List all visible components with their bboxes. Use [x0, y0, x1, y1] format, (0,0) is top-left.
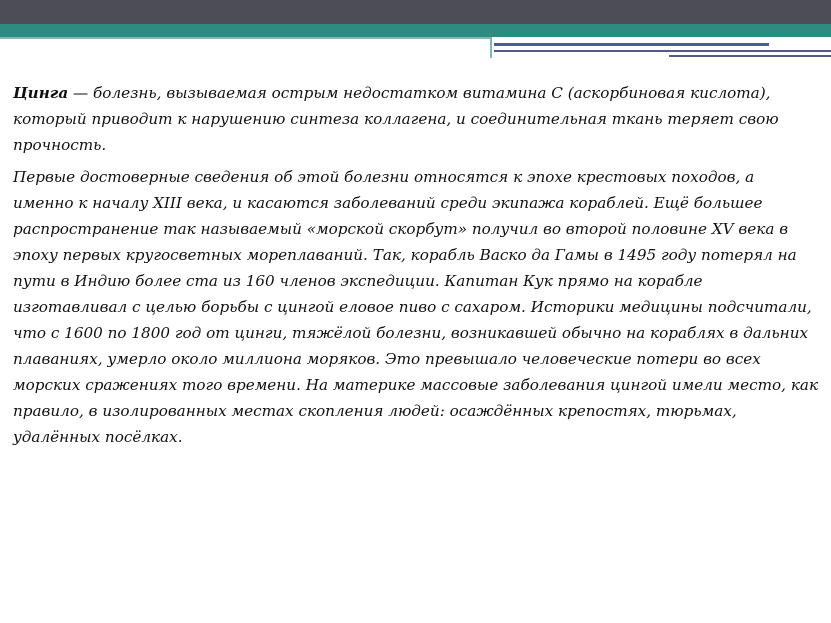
decoration-line-2: [494, 50, 831, 52]
header-dark-band: [0, 0, 831, 24]
history-paragraph: Первые достоверные сведения об этой болезни относятся к эпохе крестовых походов, а именно к началу XIII века, и касаются заболеваний среди экипажа кораблей. Ещё большее распространение так называемый «морской скорбут» получил во второй половине XV века в эпоху первых кругосветных мореплаваний. Так, корабль Васко да Гамы в 1495 году потерял на пути в Индию более ста из 160 членов экспедиции. Капитан Кук прямо на корабле изготавливал с целью борьбы с цингой еловое пиво с сахаром. Историки медицины подсчитали, что с 1600 по 1800 год от цинги, тяжёлой болезни, возникавшей обычно на кораблях в дальних плаваниях, умерло около миллиона моряков. Это превышало человеческие потери во всех морских сражениях того времени. На материке массовые заболевания цингой имели место, как правило, в изолированных местах скопления людей: осаждённых крепостях, тюрьмах, удалённых посёлках.: [13, 168, 819, 446]
definition-dash: —: [68, 84, 94, 102]
definition-term: Цинга: [13, 84, 69, 102]
decoration-line-3: [669, 55, 831, 57]
header-divider-line: [0, 37, 490, 39]
definition-text: болезнь, вызываемая острым недостатком витамина C (аскорбиновая кислота), который приводит к нарушению синтеза коллагена, и соединительная ткань теряет свою прочность.: [13, 84, 779, 154]
decoration-line-1: [494, 43, 769, 46]
slide-body: [13, 80, 819, 456]
definition-paragraph: [13, 80, 819, 158]
header-teal-band: [0, 24, 831, 37]
